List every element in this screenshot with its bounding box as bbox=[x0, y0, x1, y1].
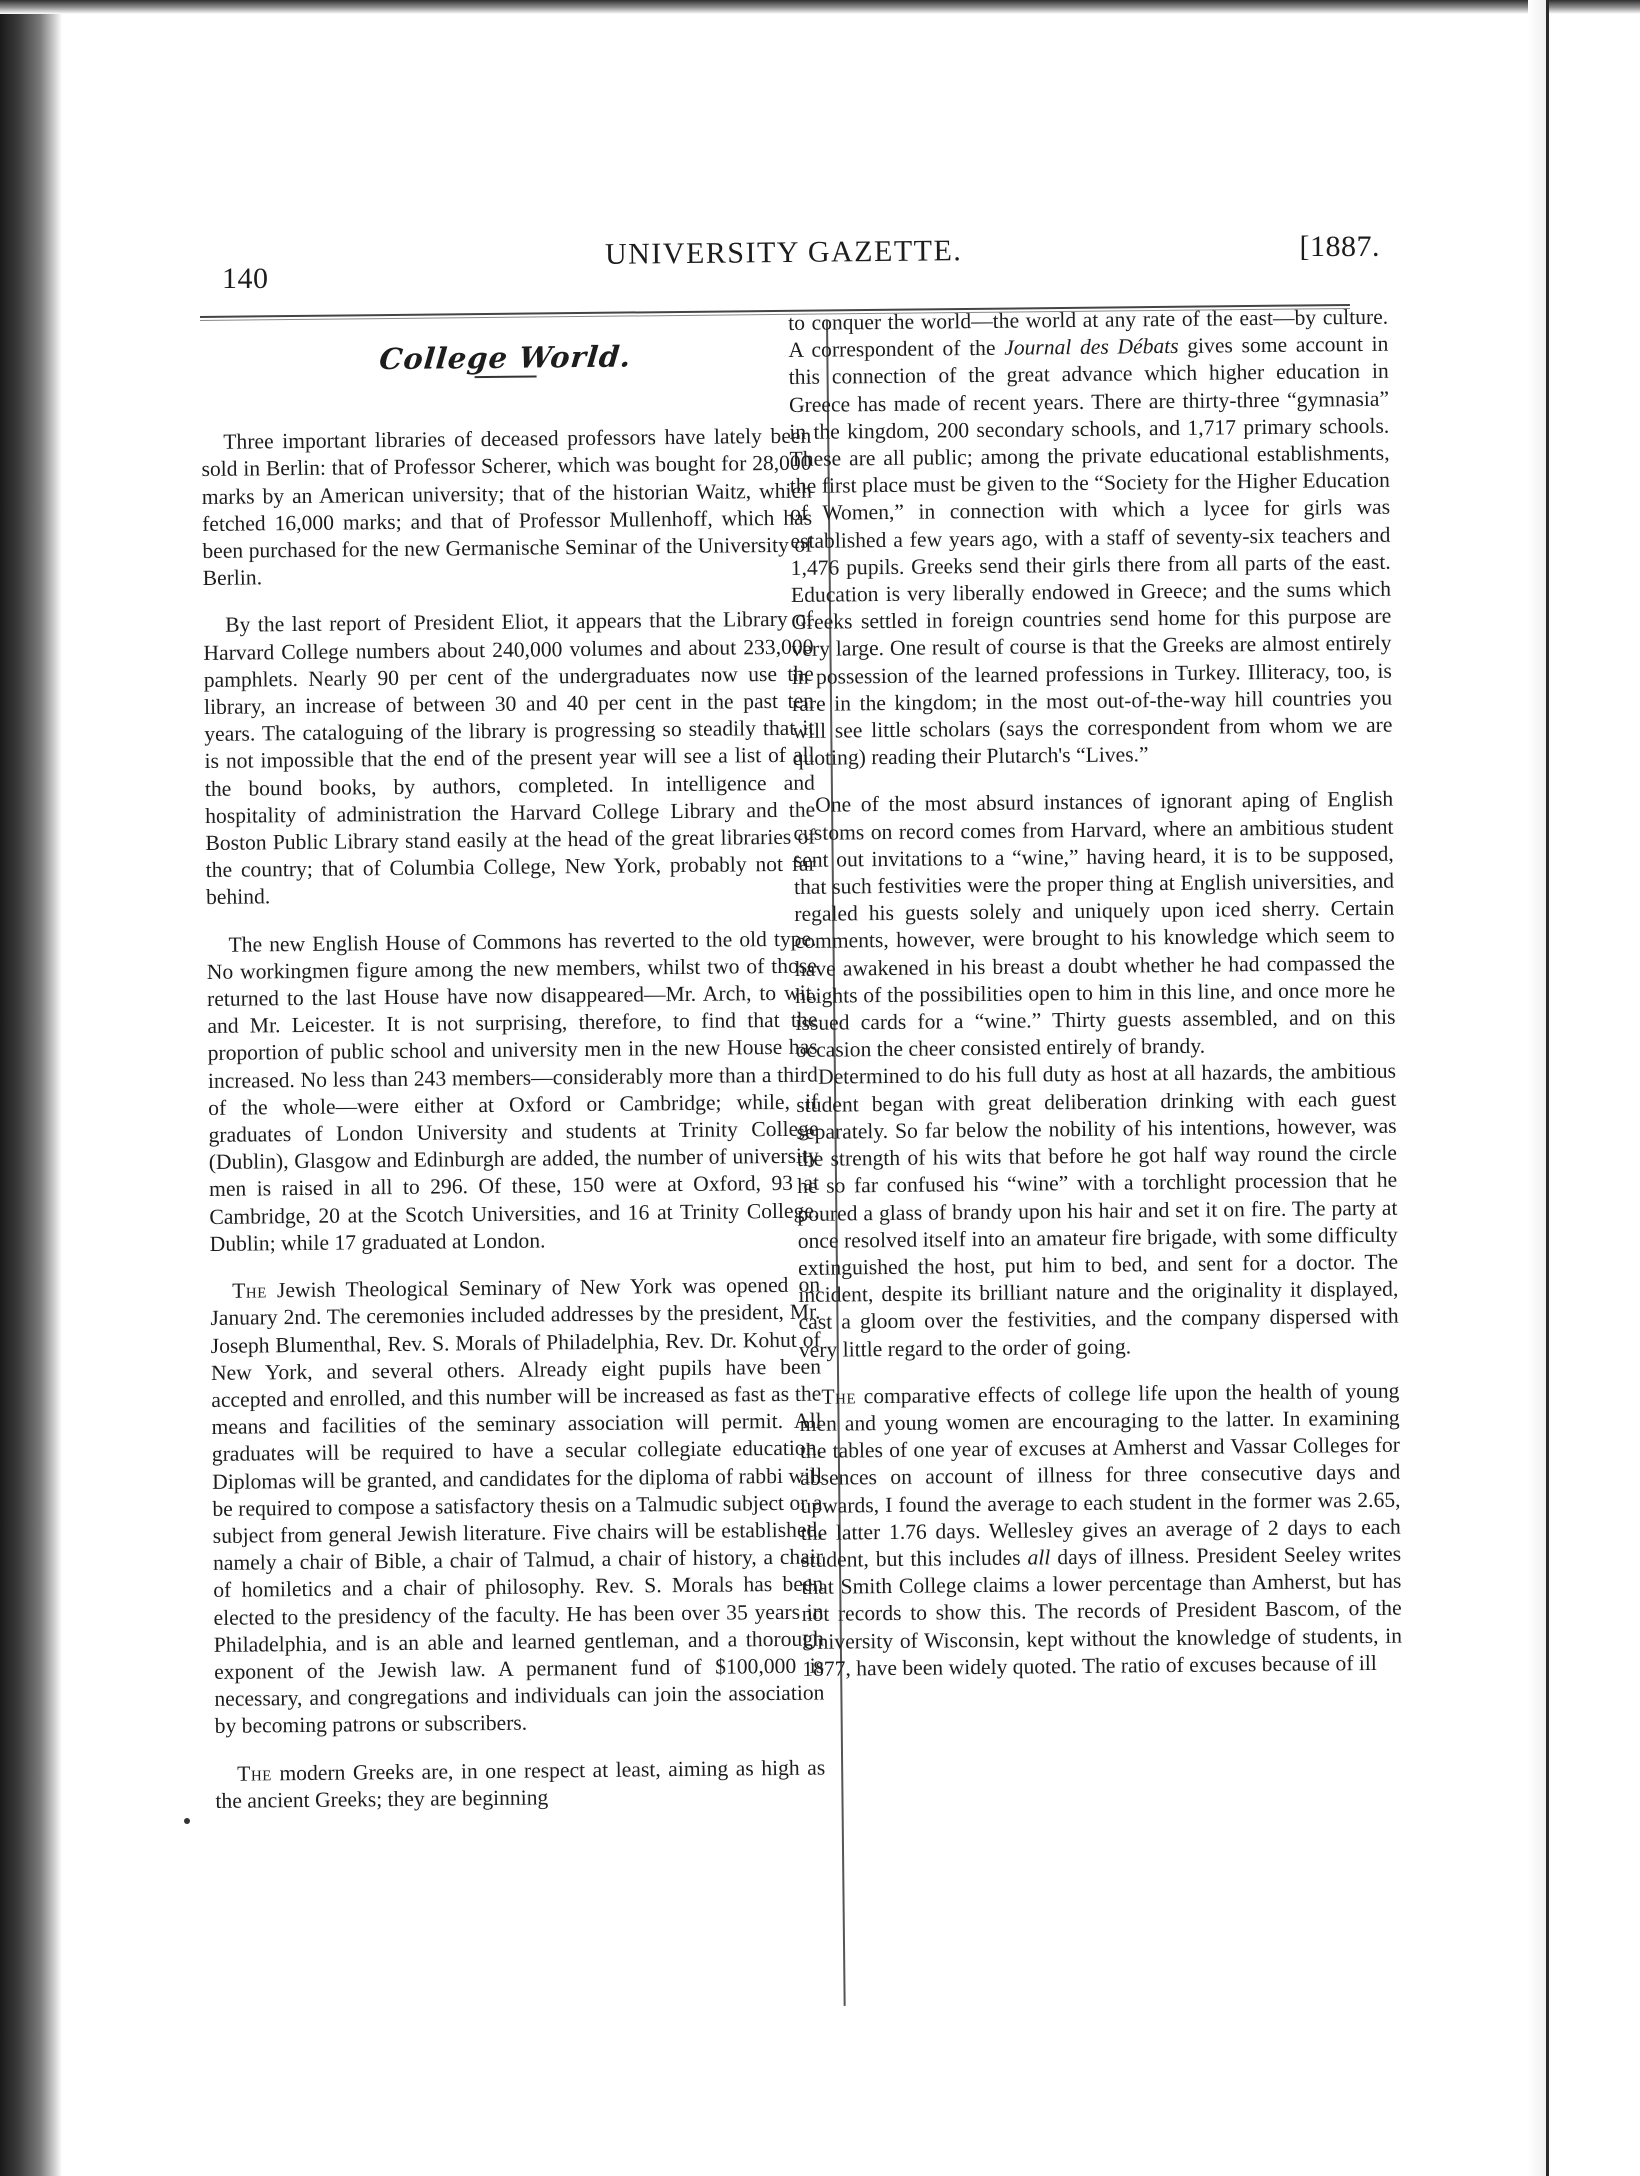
title-rule bbox=[475, 376, 537, 379]
article-berlin-libraries: Three important libraries of deceased professors have lately been sold in Berlin: that of Professor Scherer, which was bought for 28,000 marks by an American university; that of the historian Waitz, which fetched 16,000 marks; and that of Professor Mullenhoff, which has been purchased for the new Germanische Seminar of the University of Berlin. bbox=[201, 423, 813, 591]
article-harvard-library: By the last report of President Eliot, it appears that the Library of Harvard College numbers about 240,000 volumes and about 233,000 pamphlets. Nearly 90 per cent of the undergraduates now use the library, an increase of between 30 and 40 per cent in the past ten years. The cataloguing of the library is progressing so steadily that it is not impossible that the end of the present year will see a list of all the bound books, by authors, completed. In intelligence and hospitality of administration the Harvard College Library and the Boston Public Library stand easily at the head of the great libraries of the country; that of Columbia College, New York, probably not far behind. bbox=[203, 607, 816, 910]
gazette-page bbox=[200, 218, 1403, 2118]
article-greek-education bbox=[788, 304, 1393, 773]
page-number: 140 bbox=[222, 262, 269, 295]
ink-speck bbox=[184, 1818, 190, 1824]
article-college-health bbox=[799, 1377, 1402, 1683]
journal-title: Journal des Débats bbox=[1004, 334, 1179, 360]
page-fold-shade bbox=[1528, 0, 1546, 2176]
right-column bbox=[788, 304, 1402, 1683]
running-title: UNIVERSITY GAZETTE. bbox=[604, 234, 963, 271]
article-text: to conquer the world—the world at any rate of the east—by culture. A correspondent of the bbox=[788, 304, 1389, 363]
article-text: comparative effects of college life upon the health of young men and young women are encouraging to the latter. In examining the tables of one year of excuses at Amherst and Vassar Colleges for absences on account of illness for three consecutive days and upwards, I found the average to each student in the former was 2.65, the latter 1.76 days. Wellesley gives an average of 2 days to each student, but this includes bbox=[799, 1378, 1401, 1572]
article-text: days of illness. President Seeley writes that Smith College claims a lower percentage than Amherst, but has not records to show this. The records of President Bascom, of the University of Wisconsin, kept without the knowledge of students, in 1877, have been widely quoted. The ratio of excuses because of ill bbox=[801, 1541, 1403, 1681]
lead-word: The bbox=[232, 1278, 267, 1303]
article-text: Jewish Theological Seminary of New York was opened on January 2nd. The ceremonies included addresses by the president, Mr. Joseph Blumenthal, Rev. S. Morals of Philadelphia, Rev. Dr. Kohut of New York, and several others. Already eight pupils have been accepted and enrolled, and this number will be increased as fast as the means and facilities of the seminary association will permit. All graduates will be required to have a secular collegiate education. Diplomas will be granted, and candidates for the diploma of rabbi will be required to compose a satisfactory thesis on a Talmudic subject or a subject from general Jewish literature. Five chairs will be established, namely a chair of Bible, a chair of Talmud, a chair of history, a chair of homiletics and a chair of philosophy. Rev. S. Morals has been elected to the presidency of the faculty. He has been over 35 years in Philadelphia, and is an able and learned gentleman, and a thorough exponent of the Jewish law. A permanent fund of $100,000 is necessary, and congregations and individuals can join the association by becoming patrons or subscribers. bbox=[210, 1272, 825, 1739]
scan-top-edge bbox=[0, 0, 1640, 14]
lead-word: The bbox=[237, 1760, 273, 1786]
left-column bbox=[200, 316, 826, 1815]
year-label: [1887. bbox=[1299, 230, 1380, 263]
article-jewish-seminary bbox=[210, 1272, 825, 1741]
section-title: College World. bbox=[377, 339, 634, 377]
article-modern-greeks bbox=[215, 1754, 826, 1815]
scan-edge-shadow bbox=[0, 0, 62, 2176]
article-text: modern Greeks are, in one respect at least, aiming as high as the ancient Greeks; they are beginning bbox=[215, 1755, 826, 1813]
page-fold-line bbox=[1546, 0, 1549, 2176]
article-harvard-wine-cont: Determined to do his full duty as host at all hazards, the ambitious student began with great deliberation drinking with each guest separately. So far below the nobility of his intentions, however, was the strength of his wits that before he got half way round the circle he so far confused his “wine” with a torchlight procession that he poured a glass of brandy upon his hair and set it on fire. The party at once resolved itself into an amateur fire brigade, with some difficulty extinguished the host, put him to bed, and sent for a doctor. The incident, despite its brilliant nature and the originality it displayed, cast a gloom over the festivities, and the company dispersed with very little regard to the order of going. bbox=[796, 1059, 1399, 1362]
article-text: gives some account in this connection of the great advance which higher education in Greece has made of recent years. There are thirty-three “gymnasia” in the kingdom, 200 secondary schools, and 1,717 primary schools. These are all public; among the private educational establishments, the first place must be given to the “Society for the Higher Education of Women,” in connection with which a lycee for girls was established a few years ago, with a staff of seventy-six teachers and 1,476 pupils. Greeks send their girls there from all parts of the east. Education is very liberally endowed in Greece; and the sums which Greeks settled in foreign countries send home for this purpose are very large. One result of course is that the Greeks are almost entirely in possession of the learned professions in Turkey. Illiteracy, too, is rare in the kingdom; in the most out-of-the-way hill countries you will see little scholars (says the correspondent from whom we are quoting) reading their Plutarch's “Lives.” bbox=[788, 331, 1393, 771]
lead-word: The bbox=[821, 1384, 857, 1409]
article-house-of-commons: The new English House of Commons has reverted to the old type. No workingmen figure among the new members, whilst two of those returned to the last House have now disappeared—Mr. Arch, to wit, and Mr. Leicester. It is not surprising, therefore, to find that the proportion of public school and university men in the new House has increased. No less than 243 members—considerably more than a third of the whole—were either at Oxford or Cambridge; while, if graduates of London University and students at Trinity College (Dublin), Glasgow and Edinburgh are added, the number of university men is raised in all to 296. Of these, 150 were at Oxford, 93 at Cambridge, 20 at the Scotch Universities, and 16 at Trinity College, Dublin; while 17 graduated at London. bbox=[206, 926, 820, 1256]
page-header bbox=[200, 218, 1390, 295]
article-harvard-wine: One of the most absurd instances of ignorant aping of English customs on record comes from Harvard, where an ambitious student sent out invitations to a “wine,” having heard, it is to be supposed, that such festivities were the proper thing at English universities, and regaled his guests solely and uniquely upon iced sherry. Certain comments, however, were brought to his knowledge which seem to have awakened in his breast a doubt whether he had compassed the heights of the possibilities open to him in this line, and once more he issued cards for a “wine.” Thirty guests assembled, and on this occasion the cheer consisted entirely of brandy. bbox=[793, 787, 1396, 1063]
emphasis-all: all bbox=[1027, 1545, 1051, 1570]
